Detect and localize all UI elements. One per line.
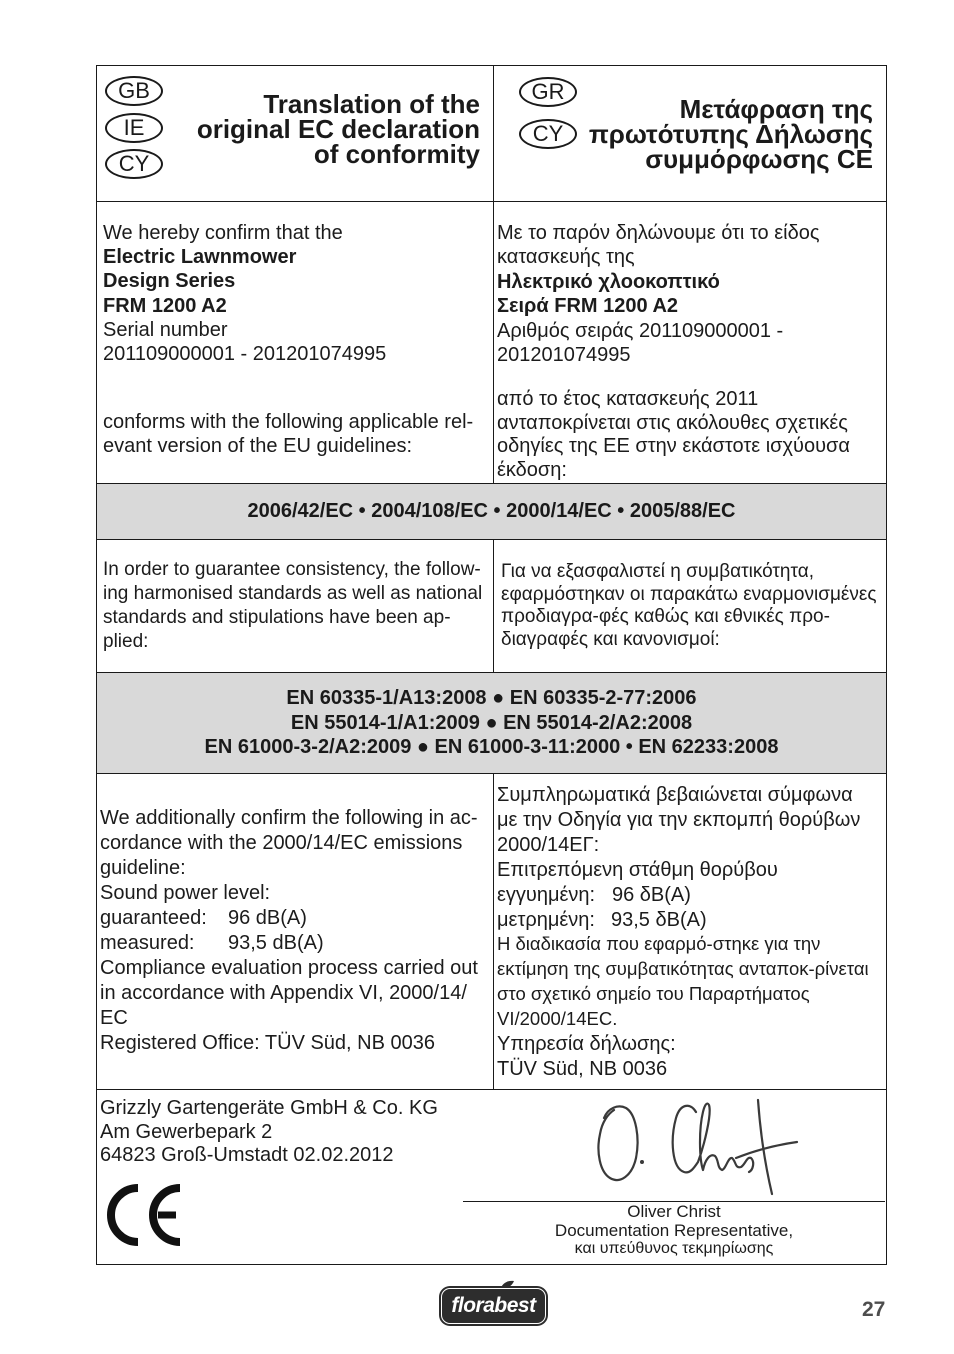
confirmation-intro: We hereby confirm that the bbox=[103, 222, 343, 244]
text-line: Υπηρεσία δήλωσης: bbox=[497, 1033, 676, 1056]
text-line: guideline: bbox=[100, 857, 186, 879]
guaranteed-label: guaranteed: bbox=[100, 907, 207, 929]
guaranteed-level-row bbox=[497, 883, 869, 908]
row-divider bbox=[96, 539, 887, 540]
signatory-block bbox=[463, 1203, 885, 1259]
text-line: conforms with the following applicable rel- bbox=[103, 411, 474, 433]
florabest-logo bbox=[439, 1286, 548, 1326]
title-english bbox=[196, 89, 480, 169]
standards-intro-gr bbox=[501, 561, 876, 652]
text-line: κατασκευής της bbox=[497, 246, 635, 269]
directives-list: 2006/42/EC • 2004/108/EC • 2000/14/EC • 2005/88/EC bbox=[247, 500, 736, 522]
text-line: in accordance with Appendix VI, 2000/14/ bbox=[100, 982, 467, 1004]
serial-line: 201201074995 bbox=[497, 344, 631, 367]
text-line: εκτίμηση της συμβατικότητας ανταποκ-ρίνεται bbox=[497, 958, 869, 980]
company-address bbox=[100, 1097, 438, 1168]
guaranteed-value: 96 dB(A) bbox=[228, 907, 307, 929]
guaranteed-label: εγγυημένη: bbox=[497, 883, 596, 906]
text-line: έκδοση: bbox=[497, 458, 567, 481]
text-line: EC bbox=[100, 1007, 128, 1029]
title-line: Translation of the bbox=[263, 89, 480, 119]
product-model: Σειρά FRM 1200 A2 bbox=[497, 295, 679, 318]
text-line: Sound power level: bbox=[100, 882, 271, 904]
text-line: cordance with the 2000/14/EC emissions bbox=[100, 832, 463, 854]
signatory-role: Documentation Representative, bbox=[554, 1220, 794, 1240]
text-line: We additionally confirm the following in ac- bbox=[100, 807, 478, 829]
text-line: εφαρμόστηκαν οι παρακάτω εναρμονισμένες bbox=[501, 583, 877, 605]
measured-value: 93,5 dB(A) bbox=[228, 932, 324, 954]
conformity-statement-en bbox=[103, 410, 473, 458]
ce-mark-logo bbox=[102, 1182, 186, 1248]
text-line: ανταποκρίνεται στις ακόλουθες σχετικές bbox=[497, 411, 848, 434]
measured-level-row bbox=[497, 908, 869, 933]
text-line: Για να εξασφαλιστεί η συμβατικότητα, bbox=[501, 561, 814, 582]
page-number: 27 bbox=[862, 1298, 886, 1321]
text-line: με την Οδηγία για την εκπομπή θορύβων bbox=[497, 808, 861, 831]
text-line: 2000/14ΕΓ: bbox=[497, 833, 600, 856]
language-badge-cy: CY bbox=[519, 119, 577, 149]
registered-office: Registered Office: TÜV Süd, NB 0036 bbox=[100, 1032, 435, 1054]
product-name: Ηλεκτρικό χλοοκοπτικό bbox=[497, 270, 720, 293]
title-line: of conformity bbox=[313, 139, 480, 169]
text-line: Η διαδικασία που εφαρμό-στηκε για την bbox=[497, 933, 821, 955]
text-line: Συμπληρωματικά βεβαιώνεται σύμφωνα bbox=[497, 784, 853, 806]
language-badge-gr: GR bbox=[519, 77, 577, 107]
signatory-role-greek: και υπεύθυνος τεκμηρίωσης bbox=[574, 1240, 774, 1257]
text-line: Compliance evaluation process carried out bbox=[100, 957, 478, 979]
brand-text: florabest bbox=[441, 1288, 546, 1324]
guaranteed-value: 96 δB(A) bbox=[612, 883, 691, 906]
signature bbox=[592, 1098, 802, 1200]
standards-line: EN 55014-1/A1:2009 ● EN 55014-2/A2:2008 bbox=[290, 711, 693, 734]
serial-range: 201109000001 - 201201074995 bbox=[103, 343, 387, 366]
standards-list bbox=[97, 686, 886, 760]
text-line: από το έτος κατασκευής 2011 bbox=[497, 388, 759, 410]
registered-office: TÜV Süd, NB 0036 bbox=[497, 1057, 668, 1080]
standards-line: EN 61000-3-2/A2:2009 ● EN 61000-3-11:2000 • EN 62233:2008 bbox=[204, 736, 779, 758]
language-badge-ie: IE bbox=[105, 113, 163, 143]
text-line: Επιτρεπόμενη στάθμη θορύβου bbox=[497, 858, 778, 881]
title-line: πρωτότυπης Δήλωσης bbox=[588, 119, 873, 149]
column-divider bbox=[493, 65, 494, 483]
language-badge-gb: GB bbox=[105, 76, 163, 106]
measured-value: 93,5 δB(A) bbox=[611, 908, 707, 931]
row-divider bbox=[96, 201, 887, 202]
title-line: συμμόρφωσης CE bbox=[645, 144, 873, 174]
text-line: In order to guarantee consistency, the follow- bbox=[103, 559, 481, 580]
measured-label: measured: bbox=[100, 932, 195, 954]
text-line: διαγραφές και κανονισμοί: bbox=[501, 629, 720, 651]
text-line: Με το παρόν δηλώνουμε ότι το είδος bbox=[497, 222, 820, 244]
product-series: Design Series bbox=[103, 270, 236, 293]
measured-label: μετρημένη: bbox=[497, 908, 595, 931]
text-line: ing harmonised standards as well as national bbox=[103, 583, 483, 604]
conformity-statement-gr bbox=[497, 388, 850, 482]
product-name: Electric Lawnmower bbox=[103, 246, 297, 269]
emissions-statement-en bbox=[100, 806, 478, 1056]
text-line: standards and stipulations have been ap- bbox=[103, 607, 451, 628]
row-divider bbox=[96, 773, 887, 774]
language-badge-cy: CY bbox=[105, 149, 163, 179]
text-line: VI/2000/14EC. bbox=[497, 1008, 618, 1030]
standards-line: EN 60335-1/A13:2008 ● EN 60335-2-77:2006 bbox=[286, 687, 697, 709]
signatory-name: Oliver Christ bbox=[627, 1202, 721, 1221]
company-city-date: 64823 Groß-Umstadt 02.02.2012 bbox=[100, 1144, 394, 1166]
company-street: Am Gewerbepark 2 bbox=[100, 1120, 273, 1143]
emissions-statement-gr bbox=[497, 783, 869, 1082]
standards-intro-en bbox=[103, 558, 482, 654]
serial-label: Serial number bbox=[103, 318, 228, 341]
measured-level-row bbox=[100, 931, 478, 956]
title-greek bbox=[588, 94, 873, 174]
text-line: προδιαγρα-φές καθώς και εθνικές προ- bbox=[501, 606, 830, 628]
text-line: οδηγίες της ΕΕ στην εκάστοτε ισχύουσα bbox=[497, 435, 850, 457]
confirmation-product-block-en bbox=[103, 221, 386, 366]
title-line: Μετάφραση της bbox=[679, 94, 873, 124]
row-divider bbox=[96, 1089, 887, 1090]
product-model: FRM 1200 A2 bbox=[103, 294, 227, 317]
serial-line: Αριθμός σειράς 201109000001 - bbox=[497, 319, 784, 342]
text-line: στο σχετικό σημείο του Παραρτήματος bbox=[497, 983, 810, 1005]
confirmation-product-block-gr bbox=[497, 221, 819, 367]
text-line: plied: bbox=[103, 631, 149, 652]
company-name: Grizzly Gartengeräte GmbH & Co. KG bbox=[100, 1097, 438, 1119]
column-divider bbox=[493, 539, 494, 672]
text-line: evant version of the EU guidelines: bbox=[103, 435, 413, 457]
guaranteed-level-row bbox=[100, 906, 478, 931]
title-line: original EC declaration bbox=[196, 114, 480, 144]
column-divider bbox=[493, 773, 494, 1089]
